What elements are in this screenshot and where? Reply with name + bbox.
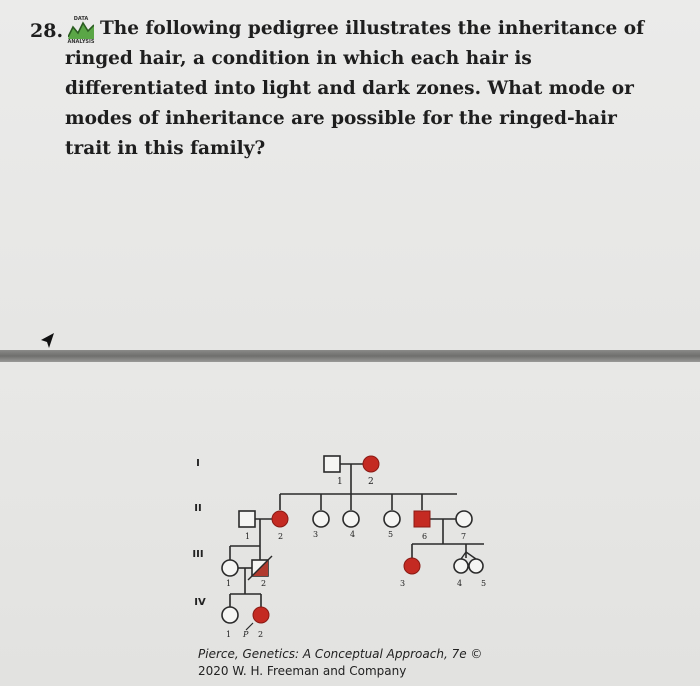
gen3-female-1 (222, 560, 238, 576)
gen2-id-5: 5 (388, 530, 394, 539)
gen2-female-2-affected (272, 511, 288, 527)
gen3-id-2: 2 (261, 579, 267, 588)
gen2-female-5 (384, 511, 400, 527)
gen1-male-1 (324, 456, 340, 472)
twin-line-right (466, 552, 476, 559)
gen3-id-1: 1 (226, 579, 232, 588)
gen3-female-4 (454, 559, 468, 573)
pedigree-lines (230, 464, 487, 608)
gen3-id-3: 3 (400, 579, 406, 588)
generation-label-3: III (192, 549, 204, 560)
generation-label-1: I (196, 458, 200, 469)
proband-label: P (243, 630, 249, 639)
gen2-id-2: 2 (278, 532, 284, 541)
gen2-female-3 (313, 511, 329, 527)
gen2-male-6-affected (414, 511, 430, 527)
gen3-id-4: 4 (457, 579, 463, 588)
gen3-id-5: 5 (481, 579, 487, 588)
caption-source: Pierce, Genetics: A Conceptual Approach, 7e © (198, 647, 483, 661)
gen3-female-3-affected (404, 558, 420, 574)
gen3-female-5 (469, 559, 483, 573)
gen4-female-2-proband (253, 607, 269, 623)
gen4-id-1: 1 (226, 630, 232, 639)
gen2-id-4: 4 (350, 530, 356, 539)
proband-arrow-icon (246, 623, 253, 630)
badge-top-label: DATA (73, 16, 89, 22)
generation-label-2: II (194, 503, 202, 514)
gen2-female-7 (456, 511, 472, 527)
gen1-id-2: 2 (368, 477, 374, 487)
gen1-female-2-affected (363, 456, 379, 472)
mouse-pointer-icon (40, 332, 56, 350)
gen4-female-1 (222, 607, 238, 623)
gen2-female-4 (343, 511, 359, 527)
generation-label-4: IV (194, 597, 206, 608)
gen2-id-1: 1 (245, 532, 251, 541)
question-number: 28. (30, 20, 64, 42)
gen4-id-2: 2 (258, 630, 264, 639)
gen2-id-3: 3 (313, 530, 319, 539)
question-text: The following pedigree illustrates the inheritance of ringed hair, a condition in which each hair is differentiated into light and dark zones. What mode or modes of inheritance are possible for the ringed-hair trait in this family? (65, 18, 645, 159)
pane-divider[interactable] (0, 350, 700, 362)
caption-publisher: 2020 W. H. Freeman and Company (198, 664, 407, 678)
figure-caption (198, 646, 518, 680)
gen1-id-1: 1 (337, 477, 343, 487)
gen2-id-6: 6 (422, 532, 428, 541)
badge-bottom-label: ANALYSIS (67, 39, 95, 45)
pedigree-chart (180, 440, 510, 645)
gen2-id-7: 7 (461, 532, 467, 541)
gen2-male-1 (239, 511, 255, 527)
